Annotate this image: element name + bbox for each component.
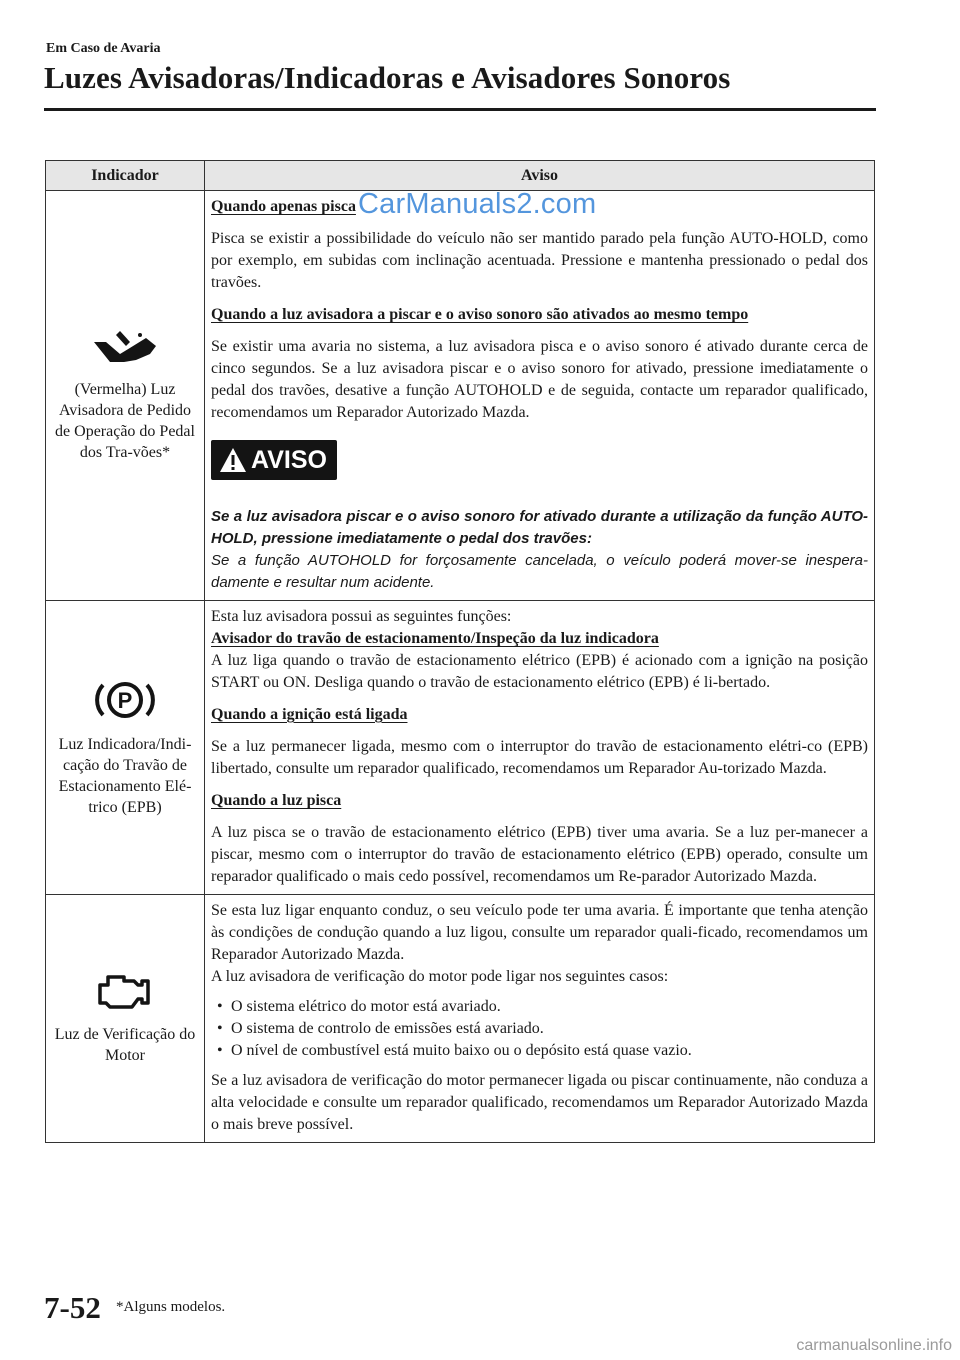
paragraph: A luz avisadora de verificação do motor pode ligar nos seguintes casos: xyxy=(211,968,669,985)
warning-cell xyxy=(205,191,875,601)
list-item: • O sistema elétrico do motor está avariado. xyxy=(211,996,868,1018)
table-row xyxy=(46,601,875,895)
page-number: 7-52 xyxy=(44,1290,101,1325)
engine-check-icon xyxy=(46,971,204,1018)
cases-list xyxy=(211,996,868,1062)
warning-title: Se a luz avisadora piscar e o aviso sonoro for ativado durante a utilização da função AUTO-HOLD, pressione imediatamente o pedal dos travões: xyxy=(211,508,868,547)
svg-text:P: P xyxy=(117,688,133,713)
list-item: • O sistema de controlo de emissões está avariado. xyxy=(211,1018,868,1040)
warning-text: Se a função AUTOHOLD for forçosamente cancelada, o veículo poderá mover-se inespera-damente e resultar num acidente. xyxy=(211,552,868,591)
indicator-label: Luz de Verificação do Motor xyxy=(54,1026,196,1064)
page-title: Luzes Avisadoras/Indicadoras e Avisadores Sonoros xyxy=(44,60,731,95)
indicator-label: Luz Indicadora/Indi-cação do Travão de Estacionamento Elé-trico (EPB) xyxy=(58,736,192,816)
table-header-row xyxy=(46,161,875,191)
list-item: • O nível de combustível está muito baixo ou o depósito está quase vazio. xyxy=(211,1040,868,1062)
warning-cell xyxy=(205,895,875,1143)
paragraph: Pisca se existir a possibilidade do veículo não ser mantido parado pela função AUTO-HOLD, como por exemplo, em subidas com inclinação acentuada. Pressione e mantenha pressionado o pedal dos travões. xyxy=(211,230,868,291)
title-rule xyxy=(44,108,876,111)
paragraph: A luz liga quando o travão de estacionamento elétrico (EPB) é acionado com a ignição na posição START ou ON. Desliga quando o travão de estacionamento elétrico (EPB) é li-bertado. xyxy=(211,652,868,691)
column-header-indicator: Indicador xyxy=(46,161,205,191)
paragraph: Se existir uma avaria no sistema, a luz avisadora pisca e o aviso sonoro é ativado durante cerca de cinco segundos. Se a luz avisadora piscar e o aviso sonoro for ativado, pressione imediatamente o pedal dos travões, desative a função AUTOHOLD e de seguida, contacte um reparador qualificado, recomendamos um Reparador Autorizado Mazda. xyxy=(211,338,868,421)
column-header-warning: Aviso xyxy=(205,161,875,191)
paragraph: Se esta luz ligar enquanto conduz, o seu veículo pode ter uma avaria. É importante que tenha atenção às condições de condução quando a luz ligou, consulte um reparador quali-ficado, recomendamos um Reparador Autorizado Mazda. xyxy=(211,902,868,963)
indicator-table xyxy=(45,160,875,1143)
warning-badge-label: AVISO xyxy=(251,446,327,474)
site-watermark: carmanualsonline.info xyxy=(796,1337,952,1354)
subheading: Quando a ignição está ligada xyxy=(211,706,408,723)
subheading: Quando a luz pisca xyxy=(211,792,342,809)
table-row xyxy=(46,191,875,601)
section-heading: Em Caso de Avaria xyxy=(46,41,161,56)
indicator-cell xyxy=(46,191,205,601)
indicator-cell xyxy=(46,895,205,1143)
warning-cell xyxy=(205,601,875,895)
footnote: *Alguns modelos. xyxy=(116,1299,226,1315)
warning-triangle-icon xyxy=(219,447,247,473)
subheading: Quando apenas pisca xyxy=(211,198,356,215)
brake-pedal-foot-icon xyxy=(46,328,204,373)
paragraph: Se a luz avisadora de verificação do motor permanecer ligada ou piscar continuamente, não conduza a alta velocidade e consulte um reparador qualificado, recomendamos um Reparador Autorizado Mazda o mais breve possível. xyxy=(211,1072,868,1133)
table-row xyxy=(46,895,875,1143)
paragraph: A luz pisca se o travão de estacionamento elétrico (EPB) tiver uma avaria. Se a luz per-manecer a piscar, mesmo com o interruptor do travão de estacionamento elétrico (EPB) operado, consulte um reparador qualificado o mais cedo possível, recomendamos um Re-parador Autorizado Mazda. xyxy=(211,824,868,885)
paragraph: Se a luz permanecer ligada, mesmo com o interruptor do travão de estacionamento elétri-co (EPB) libertado, consulte um reparador qualificado, recomendamos um Reparador Au-torizado Mazda. xyxy=(211,738,868,777)
subheading: Avisador do travão de estacionamento/Inspeção da luz indicadora xyxy=(211,630,659,647)
paragraph: Esta luz avisadora possui as seguintes funções: xyxy=(211,608,512,625)
parking-brake-p-icon xyxy=(46,677,204,728)
watermark: CarManuals2.com xyxy=(358,188,597,220)
warning-badge xyxy=(211,440,868,480)
indicator-label: (Vermelha) Luz Avisadora de Pedido de Operação do Pedal dos Tra-vões* xyxy=(55,381,195,461)
indicator-cell xyxy=(46,601,205,895)
subheading: Quando a luz avisadora a piscar e o aviso sonoro são ativados ao mesmo tempo xyxy=(211,306,749,323)
